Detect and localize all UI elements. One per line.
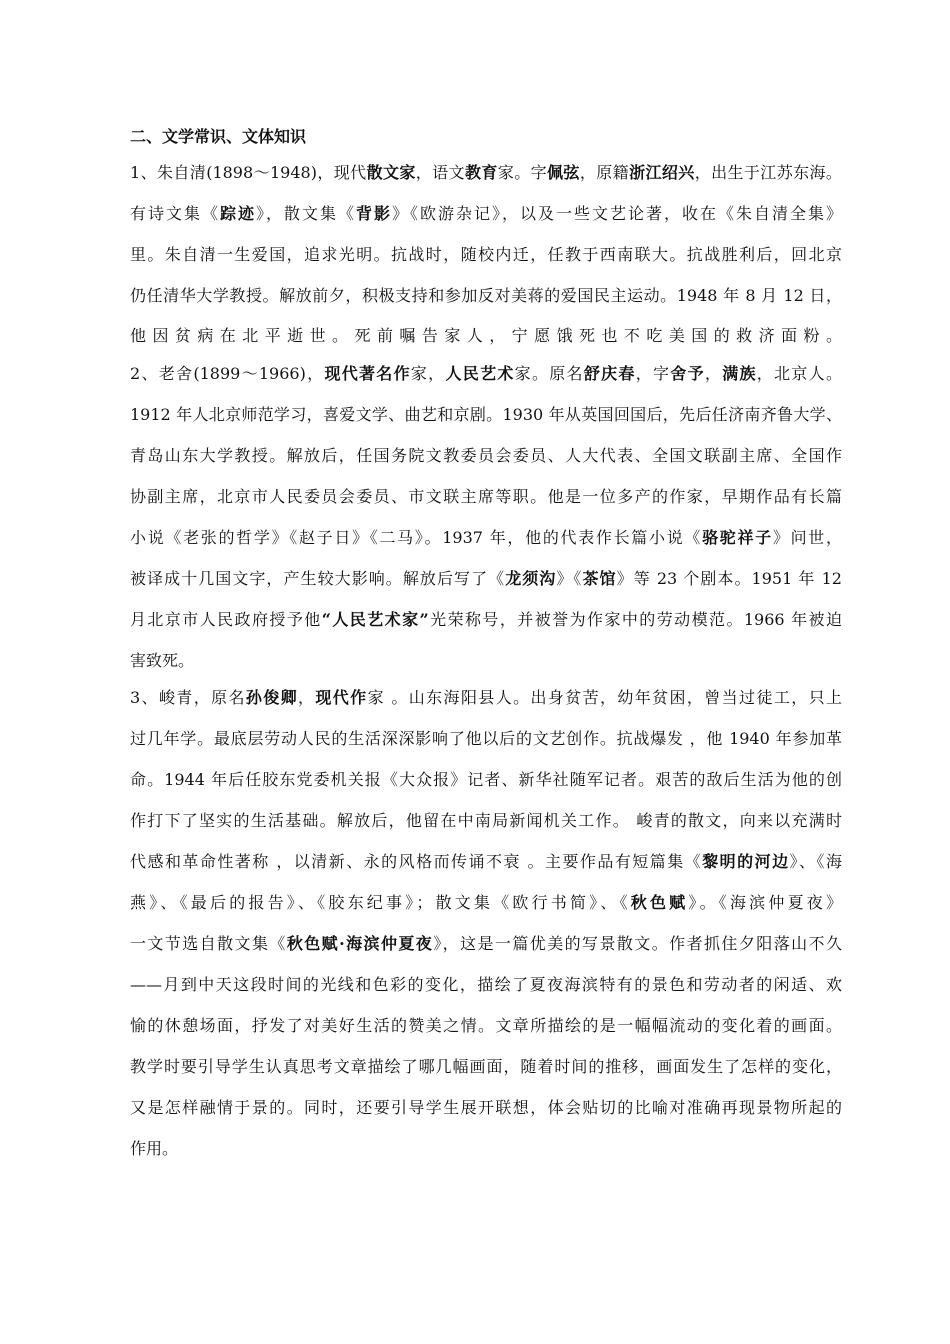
text-segment: 2、老舍(1899～1966)， bbox=[130, 364, 325, 383]
text-line bbox=[130, 852, 842, 872]
bold-term: 舍予 bbox=[670, 364, 705, 383]
bold-term: 踪迹 bbox=[220, 204, 256, 223]
text-line bbox=[130, 651, 842, 671]
text-line bbox=[130, 487, 842, 507]
text-line bbox=[130, 446, 842, 466]
text-line bbox=[130, 811, 842, 831]
bold-term: 舒庆春 bbox=[583, 364, 636, 383]
text-segment: 小说《老张的哲学》《赵子日》《二马》。1937 年，他的代表作长篇小说《 bbox=[130, 528, 703, 547]
bold-term: 背影 bbox=[356, 204, 392, 223]
text-segment: ，出生于江苏东海。 bbox=[694, 163, 842, 182]
text-segment: ，原籍 bbox=[579, 163, 630, 182]
bold-term: 秋色赋·海滨仲夏夜 bbox=[286, 934, 434, 953]
text-segment: 月北京市人民政府授予他 bbox=[130, 610, 322, 629]
text-segment: 命。1944 年后任胶东党委机关报《大众报》记者、新华社随军记者。艰苦的敌后生活为他的创 bbox=[130, 770, 842, 789]
bold-term: 浙江绍兴 bbox=[629, 163, 695, 182]
text-segment: 》、《海 bbox=[789, 852, 842, 871]
text-line bbox=[130, 569, 842, 589]
text-line bbox=[130, 326, 842, 346]
text-line bbox=[130, 245, 842, 265]
text-segment: ， bbox=[298, 688, 316, 707]
bold-term: 散文家 bbox=[366, 163, 416, 182]
text-segment: 代感和革命性著称 ，以清新、永的风格而传诵不衰 。主要作品有短篇集《 bbox=[130, 852, 703, 871]
bold-term: 教育 bbox=[465, 163, 498, 182]
bold-term: 现代著名作 bbox=[324, 364, 411, 383]
text-segment: 燕》、《最后的报告》、《胶东纪事》；散文集《欧行书简》、《 bbox=[130, 893, 631, 912]
text-line bbox=[130, 204, 842, 224]
text-segment: 家， bbox=[410, 364, 446, 383]
text-line bbox=[130, 770, 842, 790]
text-segment: ，语文 bbox=[415, 163, 465, 182]
text-segment: 作用。 bbox=[130, 1139, 179, 1158]
text-line bbox=[130, 975, 842, 995]
text-segment: 被译成十几国文字，产生较大影响。解放后写了《 bbox=[130, 569, 506, 588]
text-line bbox=[130, 364, 842, 384]
text-segment: 光荣称号，并被誉为作家中的劳动模范。1966 年被迫 bbox=[428, 610, 842, 629]
text-line bbox=[130, 163, 842, 183]
text-segment: ，北京人。 bbox=[756, 364, 842, 383]
bold-term: 秋色赋 bbox=[630, 893, 689, 912]
text-segment: 》等 23 个剧本。1951 年 12 bbox=[616, 569, 842, 588]
text-segment: 青岛山东大学教授。解放后，任国务院文教委员会委员、人大代表、全国文联副主席、全国作 bbox=[130, 446, 842, 465]
bold-term: 黎明的河边 bbox=[702, 852, 790, 871]
text-segment: ，字 bbox=[635, 364, 671, 383]
text-line bbox=[130, 1016, 842, 1036]
text-segment: 1、朱自清(1898～1948)，现代 bbox=[130, 163, 367, 182]
bold-term: 龙须沟 bbox=[505, 569, 557, 588]
text-segment: 教学时要引导学生认真思考文章描绘了哪几幅画面，随着时间的推移，画面发生了怎样的变化， bbox=[130, 1057, 842, 1076]
bold-term: 佩弦 bbox=[547, 163, 580, 182]
text-segment: 》问世， bbox=[772, 528, 842, 547]
text-segment: 家 。山东海阳县人。出身贫苦，幼年贫困，曾当过徒工，只上 bbox=[367, 688, 842, 707]
text-line bbox=[130, 1098, 842, 1118]
text-segment: 3、峻青，原名 bbox=[130, 688, 246, 707]
bold-term: 人民艺术 bbox=[445, 364, 515, 383]
text-segment: 里。朱自清一生爱国，追求光明。抗战时，随校内迁，任教于西南联大。抗战胜利后，回北京 bbox=[130, 245, 842, 264]
text-segment: 作打下了坚实的生活基础。解放后，他留在中南局新闻机关工作。 峻青的散文，向来以充满时 bbox=[130, 811, 842, 830]
text-segment: 一文节选自散文集《 bbox=[130, 934, 287, 953]
text-segment: 过几年学。最底层劳动人民的生活深深影响了他以后的文艺创作。抗战爆发 ，他 1940 年参加革 bbox=[130, 729, 842, 748]
text-segment: ——月到中天这段时间的光线和色彩的变化，描绘了夏夜海滨特有的景色和劳动者的闲适、欢 bbox=[130, 975, 842, 994]
text-segment: ， bbox=[704, 364, 723, 383]
text-segment: 》，这是一篇优美的写景散文。作者抓住夕阳落山不久 bbox=[433, 934, 842, 953]
text-line bbox=[130, 286, 842, 306]
text-line bbox=[130, 528, 842, 548]
text-segment: 协副主席，北京市人民委员会委员、市文联主席等职。他是一位多产的作家，早期作品有长篇 bbox=[130, 487, 842, 506]
bold-term: 孙俊卿 bbox=[245, 688, 299, 707]
text-segment: 害致死。 bbox=[130, 651, 195, 670]
text-line bbox=[130, 405, 842, 425]
text-segment: 他因贫病在北平逝世。死前嘱告家人，宁愿饿死也不吃美国的救济面粉。 bbox=[130, 326, 842, 345]
bold-term: 茶馆 bbox=[582, 569, 617, 588]
text-segment: 》。《海滨仲夏夜》 bbox=[688, 893, 842, 912]
text-segment: 家。字 bbox=[497, 163, 548, 182]
text-line bbox=[130, 729, 842, 749]
text-segment: 又是怎样融情于景的。同时，还要引导学生展开联想，体会贴切的比喻对准确再现景物所起的 bbox=[130, 1098, 842, 1117]
text-line bbox=[130, 893, 842, 913]
text-line bbox=[130, 1057, 842, 1077]
text-segment: 家。原名 bbox=[514, 364, 584, 383]
bold-term: “人民艺术家” bbox=[321, 610, 429, 629]
text-line bbox=[130, 934, 842, 954]
bold-term: 满族 bbox=[722, 364, 757, 383]
section-heading: 二、文学常识、文体知识 bbox=[130, 127, 307, 146]
text-line bbox=[130, 688, 842, 708]
text-line bbox=[130, 1139, 842, 1159]
text-segment: 1912 年人北京师范学习，喜爱文学、曲艺和京剧。1930 年从英国回国后，先后任济南齐鲁大学、 bbox=[130, 405, 842, 424]
text-line bbox=[130, 610, 842, 630]
text-segment: 仍任清华大学教授。解放前夕，积极支持和参加反对美蒋的爱国民主运动。1948 年 8 月 12 日， bbox=[130, 286, 842, 305]
bold-term: 现代作 bbox=[315, 688, 368, 707]
bold-term: 骆驼祥子 bbox=[702, 528, 773, 547]
text-segment: 》《 bbox=[556, 569, 583, 588]
text-segment: 有诗文集《 bbox=[130, 204, 220, 223]
text-segment: 》，散文集《 bbox=[256, 204, 356, 223]
text-segment: 》《欧游杂记》，以及一些文艺论著，收在《朱自清全集》 bbox=[392, 204, 842, 223]
text-segment: 愉的休憩场面，抒发了对美好生活的赞美之情。文章所描绘的是一幅幅流动的变化着的画面。 bbox=[130, 1016, 842, 1035]
